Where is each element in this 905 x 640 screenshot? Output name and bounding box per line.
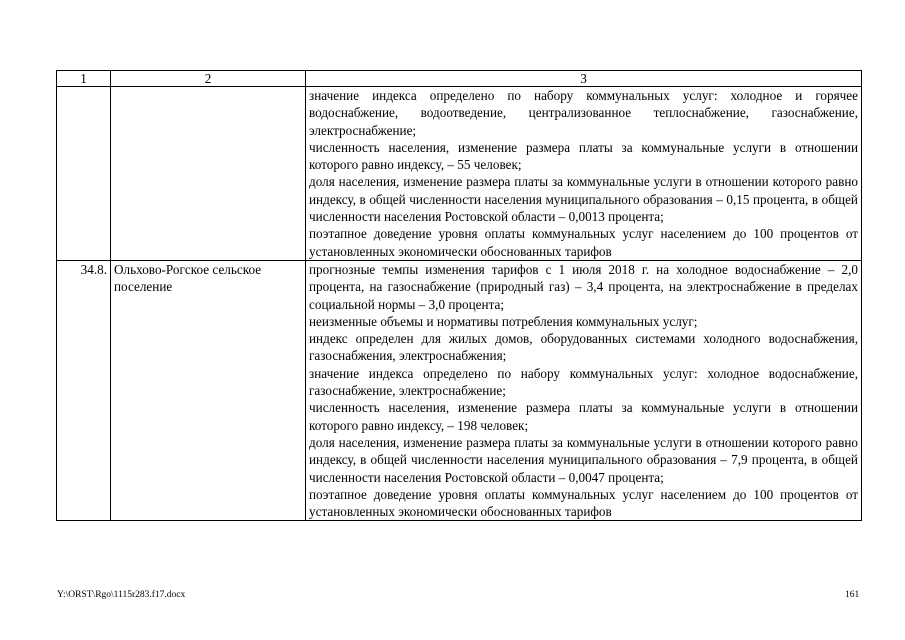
settlement-name: Ольхово-Рогское сельское поселение	[111, 260, 306, 520]
column-header-2: 2	[111, 71, 306, 87]
description-paragraph: поэтапное доведение уровня оплаты коммунальных услуг населением до 100 процентов от установленных экономически обоснованных тарифов	[309, 226, 858, 259]
table-header-row	[57, 71, 862, 87]
row-number	[57, 87, 111, 261]
description-paragraph: значение индекса определено по набору коммунальных услуг: холодное и горячее водоснабжение, водоотведение, централизованное теплоснабжение, газоснабжение, электроснабжение;	[309, 88, 858, 138]
description-paragraph: численность населения, изменение размера платы за коммунальные услуги в отношении которого равно индексу, – 55 человек;	[309, 139, 858, 173]
tariff-table	[56, 70, 862, 521]
description-paragraph: доля населения, изменение размера платы за коммунальные услуги в отношении которого равно индексу, в общей численности населения муниципального образования – 0,15 процента, в общей численности населения Ростовской области – 0,0013 процента;	[309, 174, 858, 225]
description-paragraph: численность населения, изменение размера платы за коммунальные услуги в отношении которого равно индексу, – 198 человек;	[309, 400, 858, 433]
column-header-1: 1	[57, 71, 111, 87]
description-paragraph: поэтапное доведение уровня оплаты коммунальных услуг населением до 100 процентов от установленных экономически обоснованных тарифов	[309, 486, 858, 520]
column-header-3: 3	[306, 71, 862, 87]
footer-file-path: Y:\ORST\Rgo\1115r283.f17.docx	[57, 590, 186, 600]
footer-page-number: 161	[845, 590, 860, 600]
row-number: 34.8.	[57, 260, 111, 520]
description-paragraph: доля населения, изменение размера платы за коммунальные услуги в отношении которого равно индексу, в общей численности населения муниципального образования – 7,9 процента, в общей численности населения Ростовской области – 0,0047 процента;	[309, 434, 858, 485]
table-row	[57, 260, 862, 520]
row-description	[306, 260, 862, 520]
row-description	[306, 87, 862, 261]
description-paragraph: значение индекса определено по набору коммунальных услуг: холодное водоснабжение, газоснабжение, электроснабжение;	[309, 365, 858, 399]
description-paragraph: неизменные объемы и нормативы потребления коммунальных услуг;	[309, 313, 698, 329]
description-paragraph: индекс определен для жилых домов, оборудованных системами холодного водоснабжения, газоснабжения, электроснабжения;	[309, 331, 858, 364]
table-row	[57, 87, 862, 261]
description-paragraph: прогнозные темпы изменения тарифов с 1 июля 2018 г. на холодное водоснабжение – 2,0 процента, на газоснабжение (природный газ) – 3,4 процента, на электроснабжение в пределах социальной нормы – 3,0 процента;	[309, 261, 858, 312]
settlement-name	[111, 87, 306, 261]
